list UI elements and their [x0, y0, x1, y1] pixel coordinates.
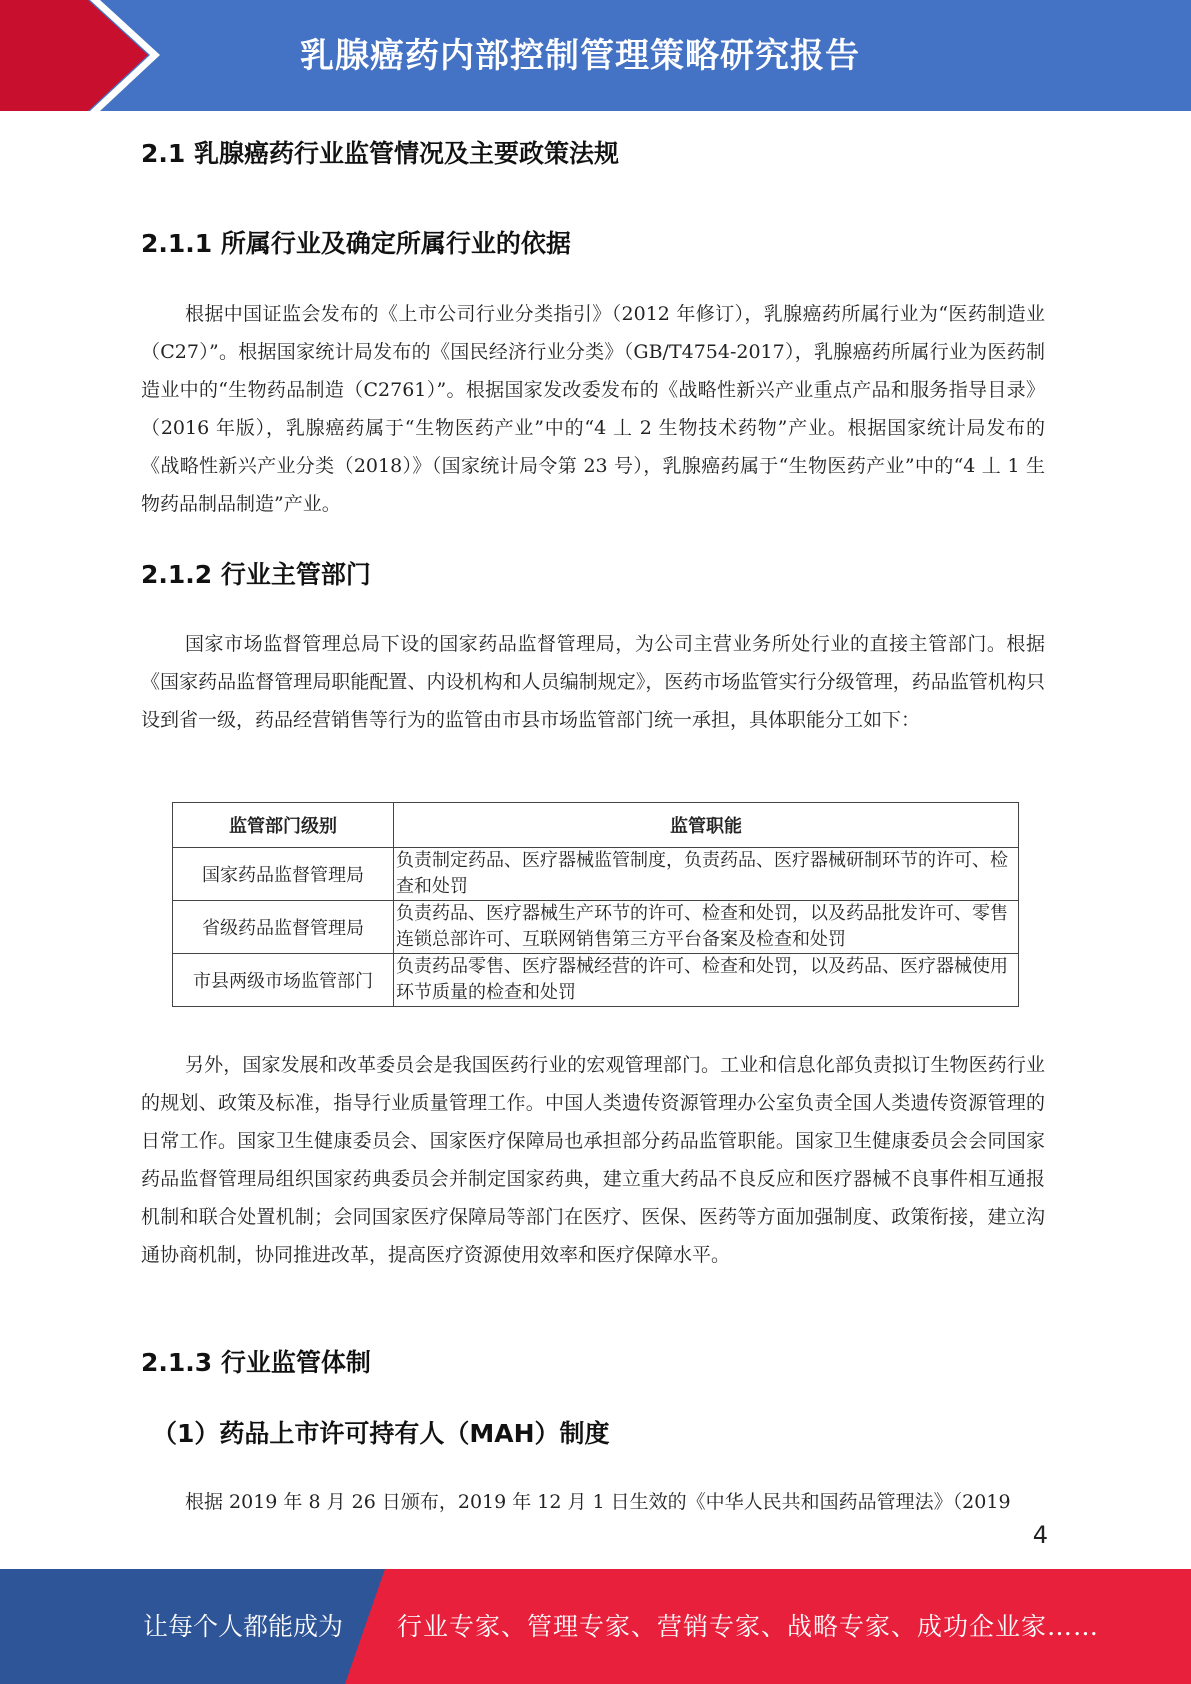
page-number: 4 [1032, 1521, 1048, 1549]
table-header-row [173, 803, 1019, 848]
report-title: 乳腺癌药内部控制管理策略研究报告 [300, 36, 860, 76]
header-red-arrow [0, 0, 148, 111]
page-footer [0, 1569, 1191, 1684]
regulatory-duties-table [172, 802, 1019, 1007]
paragraph-other-authorities: 另外，国家发展和改革委员会是我国医药行业的宏观管理部门。工业和信息化部负责拟订生物医药行业的规划、政策及标准，指导行业质量管理工作。中国人类遗传资源管理办公室负责全国人类遗传资源管理的日常工作。国家卫生健康委员会、国家医疗保障局也承担部分药品监管职能。国家卫生健康委员会会同国家药品监督管理局组织国家药典委员会并制定国家药典，建立重大药品不良反应和医疗器械不良事件相互通报机制和联合处置机制；会同国家医疗保障局等部门在医疗、医保、医药等方面加强制度、政策衔接，建立沟通协商机制，协同推进改革，提高医疗资源使用效率和医疗保障水平。 [141, 1054, 1045, 1266]
section-heading-2-1-1: 2.1.1 所属行业及确定所属行业的依据 [141, 229, 571, 258]
table-cell-level: 市县两级市场监管部门 [173, 954, 394, 1007]
paragraph-industry-classification: 根据中国证监会发布的《上市公司行业分类指引》（2012 年修订），乳腺癌药所属行业为“医药制造业（C27）”。根据国家统计局发布的《国民经济行业分类》（GB/T4754-2017），乳腺癌药所属行业为医药制造业中的“生物药品制造（C2761）”。根据国家发改委发布的《战略性新兴产业重点产品和服务指导目录》（2016 年版），乳腺癌药属于“生物医药产业”中的“4 丄 2 生物技术药物”产业。根据国家统计局发布的《战略性新兴产业分类（2018）》（国家统计局令第 23 号），乳腺癌药属于“生物医药产业”中的“4 丄 1 生物药品制品制造”产业。 [141, 303, 1045, 515]
table-row [173, 901, 1019, 954]
table-header-level: 监管部门级别 [173, 803, 394, 848]
table-cell-duty: 负责药品零售、医疗器械经营的许可、检查和处罚，以及药品、医疗器械使用环节质量的检查和处罚 [394, 954, 1019, 1007]
table-cell-level: 省级药品监督管理局 [173, 901, 394, 954]
section-heading-2-1-2: 2.1.2 行业主管部门 [141, 560, 371, 589]
table-cell-duty: 负责制定药品、医疗器械监管制度，负责药品、医疗器械研制环节的许可、检查和处罚 [394, 848, 1019, 901]
paragraph-authority: 国家市场监督管理总局下设的国家药品监督管理局，为公司主营业务所处行业的直接主管部门。根据《国家药品监督管理局职能配置、内设机构和人员编制规定》，医药市场监管实行分级管理，药品监管机构只设到省一级，药品经营销售等行为的监管由市县市场监管部门统一承担，具体职能分工如下： [141, 633, 1045, 731]
footer-slogan-left: 让每个人都能成为 [143, 1612, 344, 1641]
section-heading-2-1: 2.1 乳腺癌药行业监管情况及主要政策法规 [141, 139, 619, 168]
table-header-duty: 监管职能 [394, 803, 1019, 848]
page-header [0, 0, 1191, 111]
table-cell-duty: 负责药品、医疗器械生产环节的许可、检查和处罚，以及药品批发许可、零售连锁总部许可、互联网销售第三方平台备案及检查和处罚 [394, 901, 1019, 954]
table-row [173, 954, 1019, 1007]
table-cell-level: 国家药品监督管理局 [173, 848, 394, 901]
table-row [173, 848, 1019, 901]
section-heading-2-1-3: 2.1.3 行业监管体制 [141, 1348, 371, 1377]
subsection-heading-mah: （1）药品上市许可持有人（MAH）制度 [152, 1419, 610, 1448]
footer-slogan-right: 行业专家、管理专家、营销专家、战略专家、成功企业家…… [397, 1612, 1100, 1641]
paragraph-drug-law: 根据 2019 年 8 月 26 日颁布，2019 年 12 月 1 日生效的《中华人民共和国药品管理法》（2019 [185, 1491, 1011, 1513]
